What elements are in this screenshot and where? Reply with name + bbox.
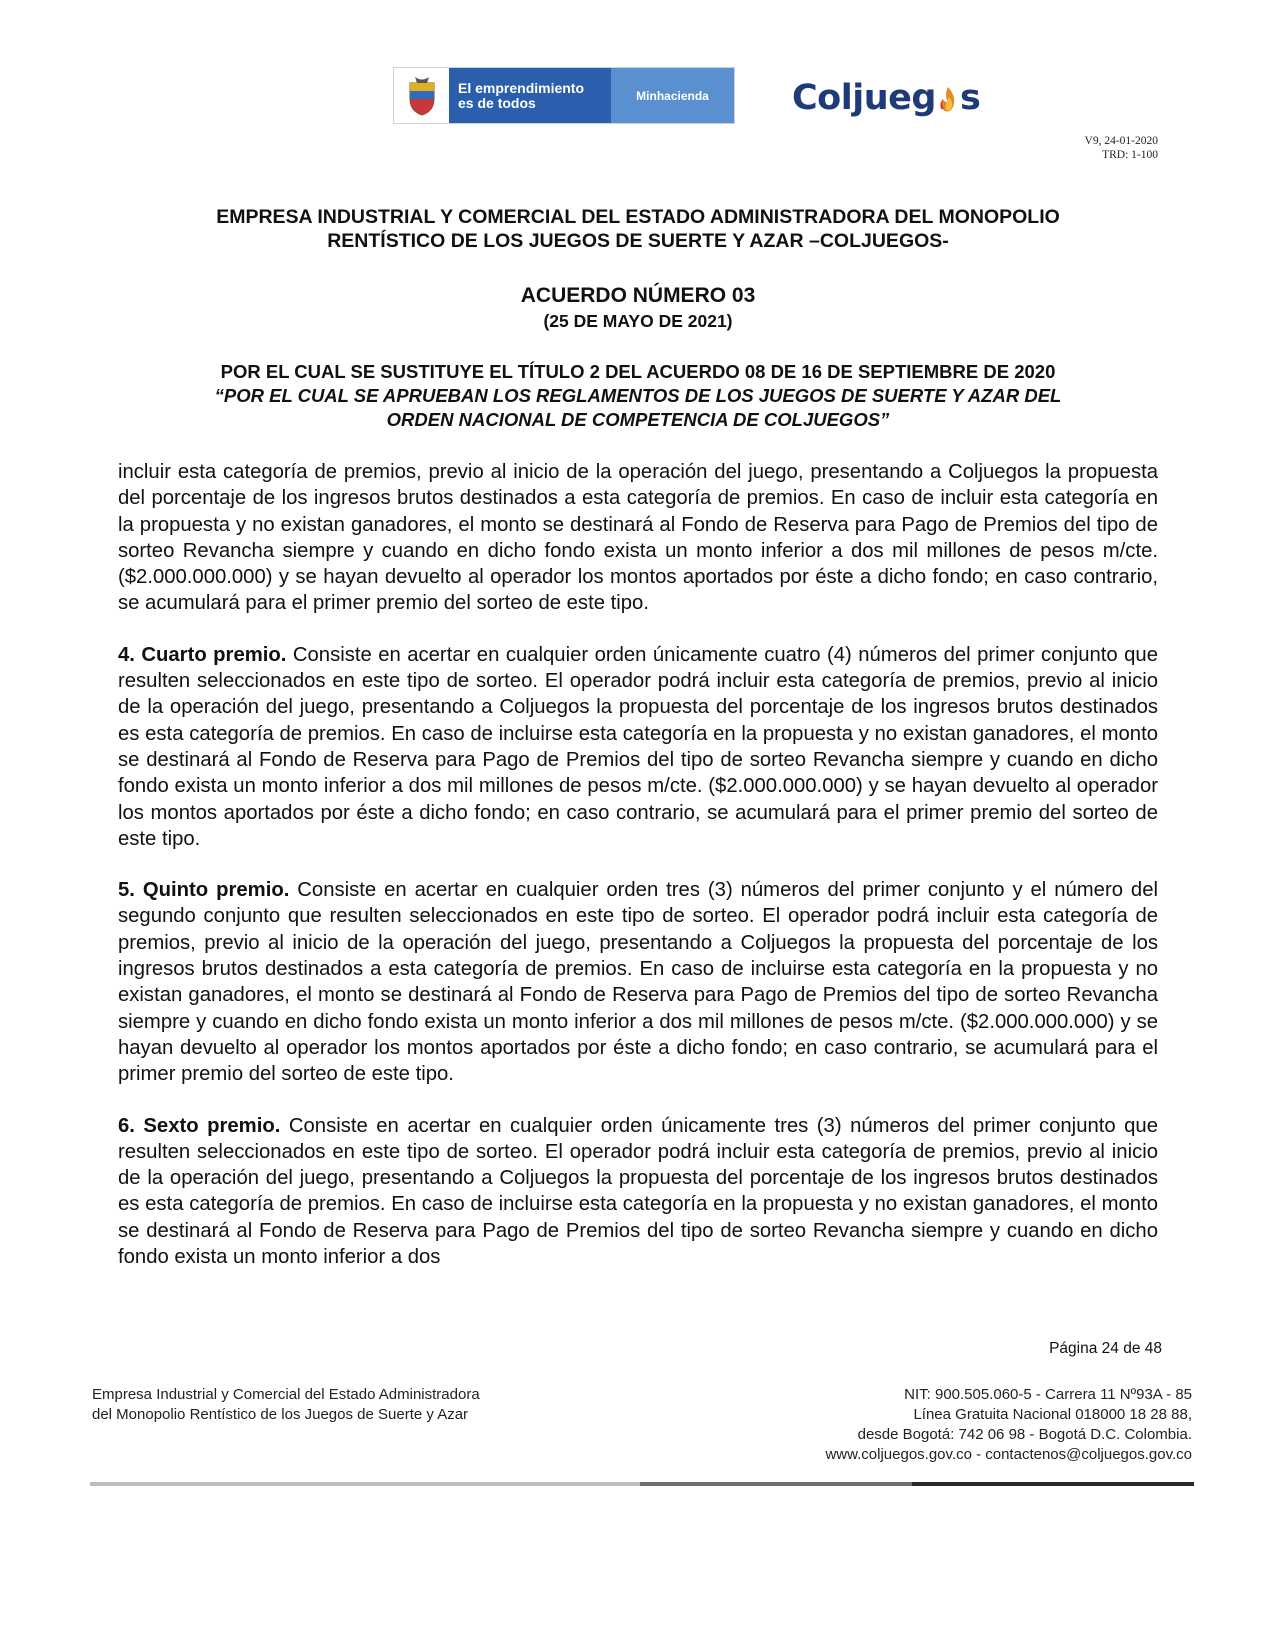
coljuegos-logo	[792, 76, 980, 120]
footer-divider-dark	[912, 1482, 1194, 1486]
footer-divider-medium	[640, 1482, 912, 1486]
coljuegos-logo-text-end: s	[959, 78, 981, 118]
footer-left-line-1: Empresa Industrial y Comercial del Estado Administradora	[92, 1386, 480, 1403]
subject-title-line-3: ORDEN NACIONAL DE COMPETENCIA DE COLJUEGOS”	[386, 409, 890, 430]
page-number: Página 24 de 48	[1049, 1340, 1162, 1357]
footer-contact-info	[825, 1385, 1192, 1465]
coljuegos-logo-text-start: Coljueg	[792, 78, 936, 118]
slogan-line-2: es de todos	[458, 94, 536, 111]
government-slogan	[449, 68, 611, 123]
footer-bogota-line: desde Bogotá: 742 06 98 - Bogotá D.C. Colombia.	[857, 1426, 1192, 1443]
government-logo	[393, 67, 735, 124]
paragraph-sixth-prize	[118, 1113, 1158, 1271]
footer-divider-light	[90, 1482, 640, 1486]
document-body	[118, 459, 1158, 1295]
subject-title	[0, 360, 1276, 432]
footer-entity-name	[92, 1385, 480, 1425]
version-block	[1085, 134, 1158, 162]
agreement-title: ACUERDO NÚMERO 03	[520, 284, 756, 307]
trd-label: TRD: 1-100	[1102, 149, 1158, 161]
paragraph-text: Consiste en acertar en cualquier orden únicamente cuatro (4) números del primer conjunto que resulten seleccionados en este tipo de sorteo. El operador podrá incluir esta categoría de premios, previo al inicio de la operación del juego, presentando a Coljuegos la propuesta del porcentaje de los ingresos brutos destinados es esta categoría de premios. En caso de incluirse esta categoría en la propuesta y no existan ganadores, el monto se destinará al Fondo de Reserva para Pago de Premios del tipo de sorteo Revancha siempre y cuando en dicho fondo exista un monto inferior a dos mil millones de pesos m/cte. ($2.000.000.000) y se hayan devuelto al operador los montos aportados por éste a dicho fondo; en caso contrario, se acumulará para el primer premio del sorteo de este tipo.	[118, 643, 1158, 850]
footer-web-email: www.coljuegos.gov.co - contactenos@coljuegos.gov.co	[825, 1446, 1192, 1463]
paragraph-text: Consiste en acertar en cualquier orden únicamente tres (3) números del primer conjunto que resulten seleccionados en este tipo de sorteo. El operador podrá incluir esta categoría de premios, previo al inicio de la operación del juego, presentando a Coljuegos la propuesta del porcentaje de los ingresos brutos destinados es esta categoría de premios. En caso de incluirse esta categoría en la propuesta y no existan ganadores, el monto se destinará al Fondo de Reserva para Pago de Premios del tipo de sorteo Revancha siempre y cuando en dicho fondo exista un monto inferior a dos	[118, 1114, 1158, 1269]
paragraph-fifth-prize	[118, 877, 1158, 1087]
footer-phone-line: Línea Gratuita Nacional 018000 18 28 88,	[913, 1406, 1192, 1423]
ministry-label: Minhacienda	[611, 68, 734, 123]
colombia-coat-of-arms-icon	[394, 68, 449, 123]
paragraph-heading: 6. Sexto premio.	[118, 1114, 281, 1137]
footer-divider	[90, 1482, 1194, 1486]
paragraph: incluir esta categoría de premios, previo al inicio de la operación del juego, presentando a Coljuegos la propuesta del porcentaje de los ingresos brutos destinados a esta categoría de premios. En caso de incluir esta categoría en la propuesta y no existan ganadores, el monto se destinará al Fondo de Reserva para Pago de Premios del tipo de sorteo Revancha siempre y cuando en dicho fondo exista un monto inferior a dos mil millones de pesos m/cte. ($2.000.000.000) y se hayan devuelto al operador los montos aportados por éste a dicho fondo; en caso contrario, se acumulará para el primer premio del sorteo de este tipo.	[118, 461, 1158, 615]
paragraph-text: Consiste en acertar en cualquier orden tres (3) números del primer conjunto y el número del segundo conjunto que resulten seleccionados en este tipo de sorteo. El operador podrá incluir esta categoría de premios, previo al inicio de la operación del juego, presentando a Coljuegos la propuesta del porcentaje de los ingresos brutos destinados a esta categoría de premios. En caso de incluirse esta categoría en la propuesta y no existan ganadores, el monto se destinará al Fondo de Reserva para Pago de Premios del tipo de sorteo Revancha siempre y cuando en dicho fondo exista un monto inferior a dos mil millones de pesos m/cte. ($2.000.000.000) y se hayan devuelto al operador los montos aportados por éste a dicho fondo; en caso contrario, se acumulará para el primer premio del sorteo de este tipo.	[118, 879, 1158, 1086]
coljuegos-flame-icon	[937, 85, 959, 115]
subject-title-line-1: POR EL CUAL SE SUSTITUYE EL TÍTULO 2 DEL ACUERDO 08 DE 16 DE SEPTIEMBRE DE 2020	[220, 361, 1056, 382]
entity-title-line-1: EMPRESA INDUSTRIAL Y COMERCIAL DEL ESTADO ADMINISTRADORA DEL MONOPOLIO	[216, 206, 1060, 228]
entity-title	[0, 205, 1276, 253]
paragraph-heading: 4. Cuarto premio.	[118, 643, 287, 666]
paragraph-fourth-prize	[118, 642, 1158, 852]
footer-nit-address: NIT: 900.505.060-5 - Carrera 11 Nº93A - 85	[904, 1386, 1192, 1403]
subject-title-line-2: “POR EL CUAL SE APRUEBAN LOS REGLAMENTOS DE LOS JUEGOS DE SUERTE Y AZAR DEL	[214, 385, 1062, 406]
slogan-line-1: El emprendimiento	[458, 79, 585, 96]
footer-left-line-2: del Monopolio Rentístico de los Juegos de Suerte y Azar	[92, 1406, 469, 1423]
agreement-date: (25 DE MAYO DE 2021)	[543, 311, 733, 331]
version-label: V9, 24-01-2020	[1084, 135, 1158, 147]
paragraph-heading: 5. Quinto premio.	[118, 879, 290, 902]
entity-title-line-2: RENTÍSTICO DE LOS JUEGOS DE SUERTE Y AZAR –COLJUEGOS-	[327, 230, 949, 252]
